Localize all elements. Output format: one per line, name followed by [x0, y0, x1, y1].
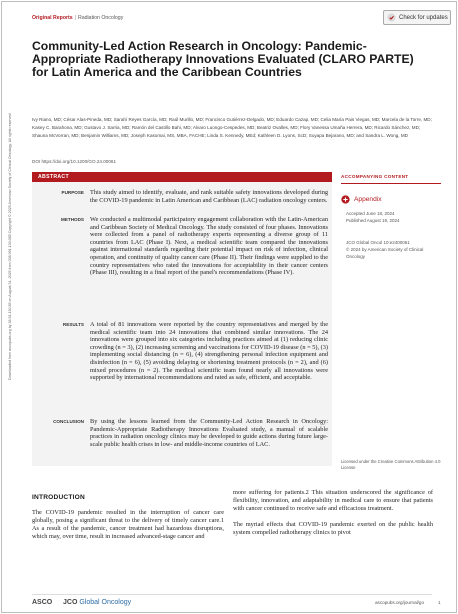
jco-logo-text: JCO [63, 599, 78, 606]
abstract-text: We conducted a multimodal participatory engagement collaboration with the Latin-American and Caribbean Society of Medical Oncology. The study consisted of four phases. Innovations were collected from a panel of radiotherapy experts representing a diverse group of 11 countries from LAC (Phase I). Next, a medical scientific team compared the innovations against international standards regarding their potential impact on risk of infection, clinical operation, and continuity of quality cancer care (Phase II). Their findings were supplied to the country representatives who rated the innovations for acceptability in their cancer centers (Phase III), resulting in a final report of the panel's recommendations (Phase IV). [90, 216, 328, 277]
journal-reference: JCO Global Oncol 10:e2400061 [346, 240, 410, 245]
asco-logo: ASCO [32, 599, 53, 606]
abstract-heading: ABSTRACT [32, 172, 332, 182]
jco-go-logo [63, 599, 131, 606]
publication-dates [346, 211, 400, 225]
appendix-icon [341, 195, 350, 204]
published-date: Published August 19, 2024 [346, 217, 400, 223]
copyright-notice: © 2024 by American Society of Clinical Oncology [346, 246, 424, 259]
abstract-text: By using the lessons learned from the Community-Led Action Research in Oncology: Pandemic-Appropriate Radiotherapy Innovations Evaluated study, a manual of scalable practices in radiation oncology clinics may be developed to guide actions during future large-scale public health crises in low- and middle-income countries of LAC. [90, 418, 328, 448]
license-notice[interactable]: Licensed under the Creative Commons Attribution 4.0 License [341, 459, 441, 470]
check-updates-icon [387, 13, 396, 22]
abstract-text: A total of 81 innovations were reported by the country representatives and merged by the medical scientific team into 24 innovations that combined similar innovations. The 24 innovations were grouped into six categories including practices aimed at (1) reducing clinic crowding (n = 3), (2) increasing screening and vaccinations for COVID-19 disease (n = 5), (3) implementing social distancing (n = 6), (4) strengthening personal infection equipment and disinfection (n = 6), (5) avoiding delaying or shortening treatment protocols (n = 2), and (6) mixed procedures (n = 2). The medical scientific team found nearly all innovations were supported by international recommendations and rated as safe, efficient, and acceptable. [90, 321, 328, 382]
introduction-heading: INTRODUCTION [32, 494, 85, 501]
side-note-text: Downloaded from ascopubs.org by 38.91.130.85 on August 31, 2025 from 038.091.130.085 Copyright © 2025 American Society of Clinical Oncology. All rights reserved. [7, 112, 12, 380]
body-column-right [233, 489, 433, 537]
article-title: Community-Led Action Research in Oncology: Pandemic-Appropriate Radiotherapy Innovations Evaluated (CLARO PARTE) for Latin America and the Caribbean Countries [32, 39, 414, 80]
journal-url[interactable]: ascopubs.org/journal/go [375, 600, 425, 605]
body-column-left: The COVID-19 pandemic resulted in the interruption of cancer care globally, posing a significant threat to the delivery of timely cancer care.1 As a result of the pandemic, cancer treatment had hazardous disruptions, which may, over time, result in increased advanced-stage cancer and [32, 509, 224, 540]
accompanying-content-heading: ACCOMPANYING CONTENT [341, 174, 441, 184]
abstract-text: This study aimed to identify, evaluate, and rank suitable safety innovations developed during the COVID-19 pandemic in Latin American and Caribbean (LAC) radiation oncology centers. [90, 189, 328, 204]
check-updates-label: Check for updates [399, 14, 448, 21]
page-number: 1 [438, 600, 441, 605]
body-paragraph: The myriad effects that COVID-19 pandemic exerted on the public health system compelled radiotherapy clinics to pivot [233, 521, 433, 536]
abstract-box [32, 182, 332, 466]
download-side-note [2, 112, 18, 380]
section-name: Radiation Oncology [78, 15, 124, 21]
abstract-label: METHODS [61, 217, 84, 222]
article-category [32, 15, 123, 21]
check-for-updates-button[interactable] [383, 10, 451, 25]
author-list: Ivy Riano, MD; César Alas-Pineda, MD; Sarahí Reyes García, MD; Raúl Murillo, MD; Francisco Gutiérrez-Delgado, MD; Eduardo Cazap, MD; Celia María Pais Viegas, MD; Marcela de la Torre, MD; Kasey C. Barahona, MD; Gustavo J. Sarria, MD; Ramón del Castillo Bahi, MD; Alvaro Luongo-Cespedes, MD; Beatriz Ovalles, MD; Flory Vanessa Umaña Herrera, MD; Ricardo Sánchez, MD; Shauna McVorran, MD; Benjamin Williams, MD; Joseph Kasomai, MS, MBA, FACHE; Linda S. Kennedy, MEd; Kathleen D. Lyons, ScD; Suyapa Bejarano, MD; and Sandra L. Wong, MD [32, 117, 432, 138]
footer-divider [32, 594, 432, 595]
appendix-link[interactable] [341, 195, 382, 204]
body-paragraph: more suffering for patients.2 This situation underscored the significance of flexibility, innovation, and adaptability in medical care to ensure that patients with cancer continued to receive safe and efficacious treatment. [233, 489, 433, 512]
appendix-label: Appendix [354, 196, 382, 203]
report-type: Original Reports [32, 15, 73, 21]
abstract-label: PURPOSE [61, 190, 84, 195]
doi-link[interactable]: DOI https://doi.org/10.1200/GO.24.00061 [32, 159, 117, 164]
abstract-label: CONCLUSION [53, 419, 84, 424]
accepted-date: Accepted June 18, 2024 [346, 211, 395, 216]
journal-name: Global Oncology [79, 599, 132, 606]
category-separator: | [74, 15, 77, 21]
journal-citation [346, 240, 436, 260]
abstract-label: RESULTS [62, 322, 84, 327]
